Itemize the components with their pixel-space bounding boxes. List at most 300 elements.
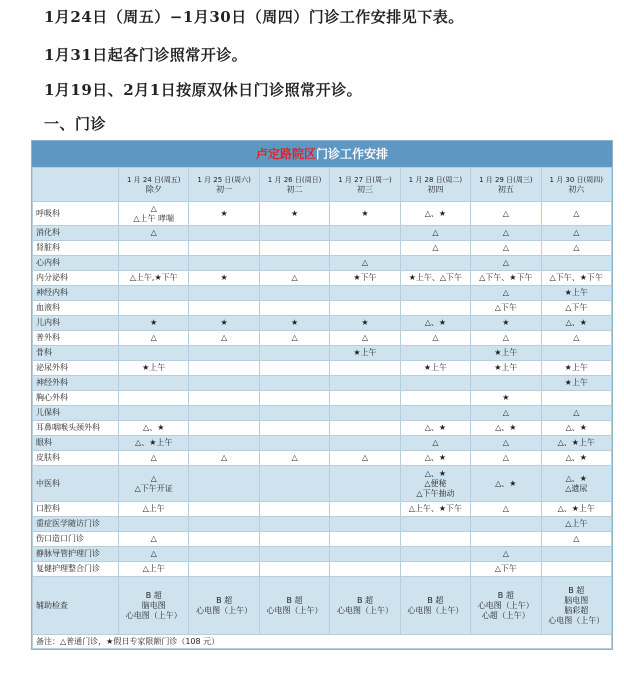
schedule-entry: △上午 (565, 519, 588, 528)
schedule-cell (471, 241, 541, 256)
schedule-cell (119, 226, 189, 241)
department-name: 眼科 (33, 436, 119, 451)
schedule-cell (400, 517, 470, 532)
department-name: 普外科 (33, 331, 119, 346)
header-date-cell (541, 168, 611, 202)
schedule-entry: B 超 (286, 595, 303, 605)
schedule-cell (189, 286, 259, 301)
schedule-entry: B 超 (145, 590, 162, 600)
schedule-cell (119, 451, 189, 466)
schedule-cell (259, 376, 329, 391)
header-date-cell (330, 168, 400, 202)
schedule-entry: △ (361, 453, 369, 462)
schedule-cell (119, 331, 189, 346)
schedule-entry: △ (573, 333, 580, 342)
schedule-cell (189, 346, 259, 361)
schedule-cell (541, 202, 611, 226)
header-holiday-day: 初一 (216, 184, 233, 194)
schedule-cell (189, 391, 259, 406)
schedule-cell (471, 331, 541, 346)
department-name: 呼吸科 (33, 202, 119, 226)
schedule-cell (259, 517, 329, 532)
schedule-cell (400, 202, 470, 226)
schedule-entry: △ (502, 408, 509, 417)
schedule-entry: △下午开证 (134, 483, 173, 493)
schedule-cell (330, 202, 400, 226)
schedule-cell (400, 547, 470, 562)
schedule-cell (119, 361, 189, 376)
schedule-cell (330, 421, 400, 436)
department-name: 骨科 (33, 346, 119, 361)
header-date-cell (189, 168, 259, 202)
header-date-cell (259, 168, 329, 202)
schedule-cell (541, 436, 611, 451)
schedule-cell (400, 391, 470, 406)
schedule-cell (119, 532, 189, 547)
schedule-cell (119, 271, 189, 286)
schedule-cell (541, 502, 611, 517)
department-name: 复健护理整合门诊 (33, 562, 119, 577)
schedule-cell (259, 256, 329, 271)
schedule-entry: △ (502, 258, 509, 267)
header-date-cell (119, 168, 189, 202)
schedule-entry: △、★ (565, 318, 587, 327)
schedule-cell (541, 316, 611, 331)
schedule-cell (400, 256, 470, 271)
schedule-entry: △ (573, 408, 580, 417)
schedule-cell (330, 376, 400, 391)
table-row (33, 577, 612, 635)
header-holiday-day: 初六 (568, 184, 585, 194)
schedule-cell (259, 421, 329, 436)
table-title (32, 141, 612, 167)
schedule-entry: B 超 (427, 595, 444, 605)
schedule-cell (541, 256, 611, 271)
schedule-cell (400, 406, 470, 421)
schedule-cell (189, 406, 259, 421)
schedule-entry: △ (502, 438, 509, 447)
header-date: 1 月 26 日(周日) (267, 175, 322, 184)
department-name: 内分泌科 (33, 271, 119, 286)
table-row (33, 241, 612, 256)
schedule-cell (471, 361, 541, 376)
table-row (33, 301, 612, 316)
schedule-cell (259, 301, 329, 316)
department-name: 血液科 (33, 301, 119, 316)
schedule-entry: △、★ (143, 423, 165, 432)
table-row (33, 391, 612, 406)
schedule-entry: △ (502, 504, 509, 513)
schedule-entry: △下午抽动 (416, 488, 455, 498)
schedule-cell (189, 241, 259, 256)
table-row (33, 466, 612, 502)
schedule-cell (259, 547, 329, 562)
schedule-cell (259, 346, 329, 361)
schedule-entry: △上午,★下午 (129, 273, 178, 282)
schedule-cell (189, 451, 259, 466)
schedule-entry: △ (361, 258, 369, 267)
schedule-cell (400, 421, 470, 436)
schedule-cell (400, 436, 470, 451)
schedule-entry: ★ (361, 318, 369, 327)
schedule-cell (400, 451, 470, 466)
schedule-entry: ★上午 (494, 348, 518, 357)
header-date-cell (471, 168, 541, 202)
schedule-cell (400, 271, 470, 286)
header-date: 1 月 29 日(周三) (479, 175, 533, 184)
schedule-entry: ★上午 (564, 378, 588, 387)
schedule-cell (119, 562, 189, 577)
schedule-entry: ★ (150, 318, 158, 327)
schedule-entry: ★上午、△下午 (408, 273, 463, 282)
department-name: 儿保科 (33, 406, 119, 421)
schedule-entry: △ (502, 453, 509, 462)
schedule-entry: ★下午 (353, 273, 377, 282)
schedule-cell (541, 577, 611, 635)
schedule-entry: △下午 (494, 303, 517, 312)
schedule-cell (259, 316, 329, 331)
schedule-cell (259, 226, 329, 241)
schedule-cell (330, 361, 400, 376)
schedule-cell (189, 502, 259, 517)
schedule-cell (259, 241, 329, 256)
table-row (33, 562, 612, 577)
table-row (33, 331, 612, 346)
schedule-cell (471, 286, 541, 301)
schedule-cell (119, 577, 189, 635)
schedule-cell (259, 577, 329, 635)
header-holiday-day: 除夕 (145, 184, 162, 194)
department-name: 伤口造口门诊 (33, 532, 119, 547)
table-row (33, 346, 612, 361)
schedule-cell (189, 517, 259, 532)
schedule-cell (400, 316, 470, 331)
schedule-cell (119, 316, 189, 331)
schedule-cell (541, 331, 611, 346)
schedule-cell (400, 532, 470, 547)
schedule-cell (189, 316, 259, 331)
schedule-cell (119, 517, 189, 532)
schedule-entry: △ (361, 333, 369, 342)
schedule-cell (330, 331, 400, 346)
schedule-entry: △ (573, 208, 580, 218)
schedule-cell (471, 517, 541, 532)
schedule-entry: B 超 (568, 585, 585, 595)
department-name: 神经外科 (33, 376, 119, 391)
schedule-cell (119, 202, 189, 226)
schedule-entry: △遗尿 (565, 483, 588, 493)
intro-line-2: 1月31日起各门诊照常开诊。 (44, 46, 248, 64)
schedule-cell (400, 226, 470, 241)
schedule-entry: △ (502, 228, 509, 237)
schedule-entry: △、★ (424, 423, 447, 432)
schedule-cell (541, 406, 611, 421)
schedule-entry: 心电图（上午） (407, 605, 464, 615)
schedule-cell (119, 241, 189, 256)
schedule-entry: △ (150, 534, 157, 543)
schedule-entry: △上午 哮喘 (133, 213, 175, 223)
schedule-entry: △、★上午 (135, 438, 173, 447)
schedule-cell (259, 406, 329, 421)
schedule-entry: △ (432, 438, 439, 447)
table-row (33, 421, 612, 436)
schedule-entry: △ (502, 288, 509, 297)
schedule-entry: △下午、★下午 (549, 273, 603, 282)
schedule-entry: △、★ (495, 478, 517, 488)
table-row (33, 361, 612, 376)
schedule-cell (189, 301, 259, 316)
schedule-entry: ★ (361, 208, 369, 218)
schedule-cell (189, 256, 259, 271)
schedule-cell (330, 316, 400, 331)
schedule-entry: △ (432, 243, 439, 252)
schedule-cell (189, 331, 259, 346)
schedule-cell (400, 361, 470, 376)
schedule-cell (541, 451, 611, 466)
schedule-cell (400, 502, 470, 517)
schedule-entry: ★ (220, 318, 228, 327)
schedule-cell (330, 577, 400, 635)
schedule-cell (471, 256, 541, 271)
schedule-cell (330, 466, 400, 502)
schedule-cell (330, 406, 400, 421)
schedule-cell (330, 517, 400, 532)
schedule-cell (471, 391, 541, 406)
intro-line-1: 1月24日（周五）−1月30日（周四）门诊工作安排见下表。 (44, 8, 464, 26)
schedule-entry: △下午 (565, 303, 588, 312)
schedule-entry: △ (502, 549, 509, 558)
schedule-cell (330, 256, 400, 271)
schedule-cell (330, 301, 400, 316)
schedule-cell (330, 436, 400, 451)
schedule-entry: △ (291, 273, 298, 282)
schedule-entry: 脑电图 (141, 600, 166, 610)
schedule-entry: 心电图（上午） (548, 615, 605, 625)
schedule-cell (189, 376, 259, 391)
schedule-cell (541, 547, 611, 562)
schedule-cell (400, 376, 470, 391)
schedule-entry: △、★ (424, 318, 447, 327)
schedule-cell (471, 346, 541, 361)
schedule-entry: △、★上午 (557, 438, 595, 447)
schedule-entry: 心电图（上午） (336, 605, 393, 615)
schedule-cell (471, 502, 541, 517)
schedule-cell (259, 436, 329, 451)
schedule-cell (330, 391, 400, 406)
schedule-entry: 脑彩超 (564, 605, 589, 615)
schedule-entry: 心电图（上午） (125, 610, 182, 620)
schedule-cell (400, 346, 470, 361)
schedule-cell (119, 286, 189, 301)
schedule-cell (330, 286, 400, 301)
schedule-entry: △下午、★下午 (479, 273, 533, 282)
schedule-entry: △上午 (142, 564, 165, 573)
schedule-entry: △、★ (424, 208, 447, 218)
schedule-cell (471, 202, 541, 226)
department-name: 泌尿外科 (33, 361, 119, 376)
schedule-cell (119, 301, 189, 316)
schedule-entry: △、★ (565, 473, 587, 483)
schedule-cell (400, 562, 470, 577)
schedule-cell (259, 502, 329, 517)
schedule-entry: ★ (220, 208, 228, 218)
schedule-cell (259, 562, 329, 577)
table-row (33, 502, 612, 517)
table-row (33, 406, 612, 421)
department-name: 肾脏科 (33, 241, 119, 256)
schedule-cell (541, 286, 611, 301)
schedule-entry: ★上午 (353, 348, 377, 357)
schedule-cell (541, 346, 611, 361)
schedule-entry: ★ (220, 273, 228, 282)
table-row (33, 436, 612, 451)
schedule-entry: ★上午 (423, 363, 447, 372)
schedule-entry: △、★ (424, 468, 447, 478)
schedule-cell (119, 502, 189, 517)
header-date-cell (400, 168, 470, 202)
schedule-cell (259, 451, 329, 466)
table-row (33, 202, 612, 226)
schedule-cell (119, 421, 189, 436)
schedule-entry: △ (150, 333, 157, 342)
schedule-entry: △ (291, 333, 298, 342)
schedule-cell (541, 226, 611, 241)
department-name: 静脉导管护理门诊 (33, 547, 119, 562)
table-row (33, 316, 612, 331)
schedule-entry: ★上午 (564, 363, 588, 372)
schedule-cell (541, 517, 611, 532)
schedule-cell (119, 547, 189, 562)
header-holiday-day: 初二 (286, 184, 303, 194)
table-row (33, 547, 612, 562)
schedule-cell (259, 286, 329, 301)
header-date: 1 月 25 日(周六) (197, 175, 251, 184)
schedule-cell (330, 547, 400, 562)
schedule-cell (400, 331, 470, 346)
schedule-cell (259, 361, 329, 376)
department-name: 口腔科 (33, 502, 119, 517)
schedule-cell (330, 241, 400, 256)
header-date: 1 月 24 日(周五) (126, 175, 181, 184)
schedule-cell (189, 271, 259, 286)
schedule-cell (259, 202, 329, 226)
schedule-entry: △ (150, 203, 157, 213)
schedule-entry: 心电图（上午） (477, 600, 534, 610)
schedule-cell (119, 406, 189, 421)
header-date: 1 月 27 日(周一) (338, 175, 392, 184)
schedule-cell (330, 562, 400, 577)
schedule-cell (189, 421, 259, 436)
schedule-entry: △ (221, 453, 228, 462)
department-name: 辅助检查 (33, 577, 119, 635)
schedule-entry: △ (150, 549, 157, 558)
schedule-cell (471, 577, 541, 635)
department-name: 心内科 (33, 256, 119, 271)
schedule-cell (330, 346, 400, 361)
schedule-entry: △上午 (142, 504, 165, 513)
schedule-cell (471, 547, 541, 562)
schedule-entry: △下午 (494, 564, 517, 573)
department-name: 神经内科 (33, 286, 119, 301)
schedule-entry: △ (573, 243, 580, 252)
schedule-cell (189, 202, 259, 226)
schedule-entry: 心电图（上午） (266, 605, 323, 615)
table-row (33, 226, 612, 241)
department-name: 儿内科 (33, 316, 119, 331)
schedule-cell (400, 241, 470, 256)
schedule-cell (189, 562, 259, 577)
schedule-cell (541, 361, 611, 376)
schedule-entry: △、★ (565, 423, 587, 432)
schedule-cell (471, 226, 541, 241)
schedule-cell (541, 421, 611, 436)
schedule-cell (541, 241, 611, 256)
schedule-cell (471, 451, 541, 466)
schedule-cell (471, 466, 541, 502)
schedule-cell (259, 466, 329, 502)
schedule-cell (541, 376, 611, 391)
schedule-cell (400, 577, 470, 635)
schedule-cell (189, 547, 259, 562)
schedule-entry: 心电图（上午） (196, 605, 253, 615)
schedule-cell (189, 577, 259, 635)
schedule-cell (189, 226, 259, 241)
schedule-entry: ★上午 (564, 288, 588, 297)
table-row (33, 286, 612, 301)
schedule-entry: B 超 (356, 595, 373, 605)
table-row (33, 451, 612, 466)
schedule-grid (32, 167, 612, 649)
schedule-entry: △ (502, 208, 509, 218)
schedule-cell (189, 532, 259, 547)
schedule-entry: △上午、★下午 (408, 504, 463, 513)
schedule-cell (471, 376, 541, 391)
schedule-cell (119, 436, 189, 451)
department-name: 中医科 (33, 466, 119, 502)
schedule-entry: △ (573, 228, 580, 237)
schedule-entry: △ (502, 333, 509, 342)
schedule-cell (330, 502, 400, 517)
department-name: 重症医学随访门诊 (33, 517, 119, 532)
schedule-cell (541, 562, 611, 577)
schedule-cell (400, 286, 470, 301)
schedule-entry: △ (502, 243, 509, 252)
table-row (33, 256, 612, 271)
table-header-row (33, 168, 612, 202)
header-corner (33, 168, 119, 202)
table-note: 备注：△普通门诊，★假日专家限额门诊（108 元） (33, 635, 612, 649)
schedule-entry: B 超 (497, 590, 514, 600)
schedule-cell (471, 406, 541, 421)
schedule-cell (119, 466, 189, 502)
schedule-cell (119, 391, 189, 406)
schedule-entry: △ (150, 473, 157, 483)
table-row (33, 376, 612, 391)
table-title-text: 门诊工作安排 (316, 147, 389, 161)
department-name: 耳鼻咽喉头颈外科 (33, 421, 119, 436)
schedule-entry: △ (150, 228, 157, 237)
schedule-cell (471, 562, 541, 577)
schedule-cell (471, 316, 541, 331)
schedule-cell (541, 301, 611, 316)
table-note-row (33, 635, 612, 649)
table-row (33, 271, 612, 286)
schedule-entry: ★上午 (494, 363, 518, 372)
schedule-entry: △ (573, 534, 580, 543)
schedule-cell (119, 376, 189, 391)
schedule-cell (471, 301, 541, 316)
table-row (33, 532, 612, 547)
